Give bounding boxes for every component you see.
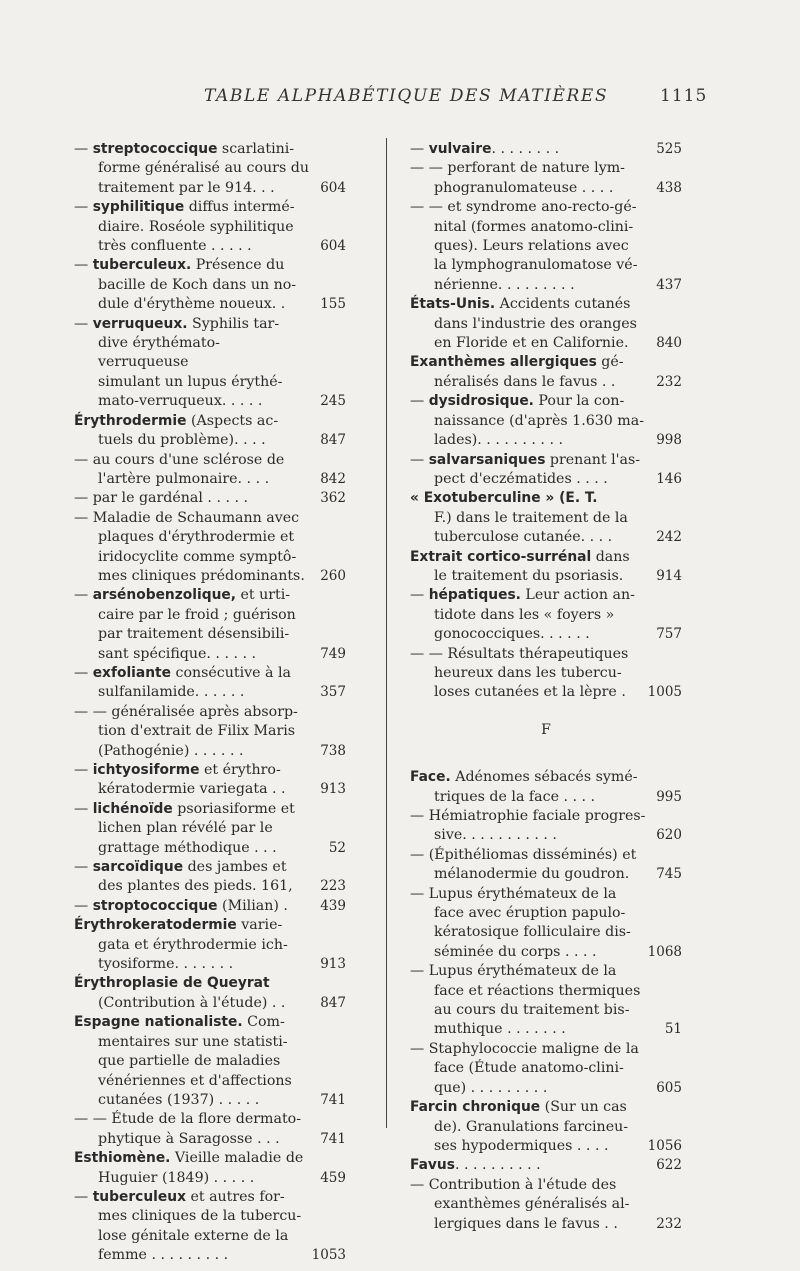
- entry-continuation-line: triques de la face . . . .: [434, 788, 596, 805]
- entry-first-line: [74, 664, 310, 683]
- index-entry: [410, 548, 682, 587]
- index-entry: [74, 1149, 346, 1188]
- entry-first-line: [410, 353, 646, 372]
- entry-term: arsénobenzolique,: [92, 587, 237, 604]
- entry-continuation-line: muthique . . . . . . .: [434, 1021, 566, 1038]
- entry-page-number: 1056: [647, 1137, 682, 1154]
- entry-prefix: —: [410, 963, 429, 980]
- entry-first-line: [74, 761, 310, 780]
- entry-page-number: 439: [320, 897, 346, 914]
- index-entry: [74, 451, 346, 490]
- entry-prefix: —: [410, 451, 429, 468]
- entry-continuation-line: femme . . . . . . . . .: [98, 1247, 229, 1264]
- index-entry: [74, 897, 346, 916]
- entry-page-number: 741: [320, 1091, 346, 1108]
- entry-continuation-line: tidote dans les « foyers »: [434, 606, 615, 623]
- entry-page-number: 913: [320, 781, 346, 798]
- entry-first-line: [74, 412, 310, 431]
- column-divider: [386, 138, 387, 1128]
- entry-continuation-line: l'artère pulmonaire. . . .: [98, 470, 270, 487]
- entry-page-number: 437: [656, 276, 682, 293]
- index-entry: [74, 509, 346, 587]
- entry-first-line: [74, 256, 310, 275]
- entry-continuation-line: kératodermie variegata . .: [98, 781, 286, 798]
- entry-page-number: 620: [656, 827, 682, 844]
- page-number: 1115: [660, 86, 708, 106]
- entry-continuation-line: tuberculose cutanée. . . .: [434, 529, 613, 546]
- entry-text: et autres for-: [185, 1188, 285, 1205]
- entry-term: salvarsaniques: [428, 451, 546, 468]
- entry-text: prenant l'as-: [545, 451, 641, 468]
- entry-text: Lupus érythémateux de la: [428, 963, 617, 980]
- entry-text: Leur action an-: [520, 587, 635, 604]
- entry-prefix: —: [74, 315, 93, 332]
- index-entry: [410, 1176, 682, 1234]
- entry-term: syphilitique: [92, 199, 185, 216]
- entry-text: par le gardénal . . . . .: [92, 490, 249, 507]
- entry-continuation-line: plaques d'érythrodermie et: [98, 529, 295, 546]
- entry-prefix: —: [410, 141, 429, 157]
- index-entry: [74, 140, 346, 198]
- entry-text: Adénomes sébacés symé-: [450, 769, 638, 786]
- entry-page-number: 995: [656, 788, 682, 805]
- index-entry: [74, 256, 346, 314]
- entry-text: et urti-: [236, 587, 291, 604]
- entry-text: . . . . . . . . . .: [454, 1157, 541, 1174]
- index-entry: [74, 916, 346, 974]
- entry-prefix: — —: [410, 199, 448, 216]
- entry-prefix: — —: [74, 1111, 112, 1128]
- entry-first-line: [74, 1013, 310, 1032]
- page-header: [0, 86, 800, 116]
- entry-prefix: —: [410, 393, 429, 410]
- entry-text: et érythro-: [199, 762, 281, 778]
- entry-continuation-line: gata et érythrodermie ich-: [98, 936, 288, 953]
- entry-term: Érythroplasie de Queyrat: [74, 975, 270, 992]
- entry-continuation-line: des plantes des pieds. 161,: [98, 878, 293, 895]
- entry-term: Extrait cortico-surrénal: [410, 548, 592, 565]
- entry-page-number: 232: [656, 373, 682, 390]
- entry-prefix: —: [410, 846, 429, 863]
- entry-continuation-line: F.) dans le traitement de la: [434, 509, 628, 526]
- entry-prefix: —: [74, 762, 93, 778]
- entry-continuation-line: dive érythémato-verruqueuse: [98, 335, 220, 371]
- entry-continuation-line: sulfanilamide. . . . . .: [98, 684, 245, 701]
- entry-prefix: —: [74, 664, 93, 681]
- entry-first-line: [410, 1098, 646, 1117]
- entry-prefix: —: [74, 897, 93, 914]
- entry-continuation-line: sive. . . . . . . . . . .: [434, 827, 557, 844]
- entry-text: Accidents cutanés: [495, 296, 631, 313]
- entry-continuation-line: que partielle de maladies: [98, 1053, 281, 1070]
- entry-continuation-line: (Contribution à l'étude) . .: [98, 994, 286, 1011]
- right-column: [410, 140, 682, 1234]
- entry-prefix: —: [410, 587, 429, 604]
- entry-continuation-line: traitement par le 914. . .: [98, 179, 275, 196]
- entry-term: hépatiques.: [428, 587, 521, 604]
- entry-first-line: [410, 198, 646, 217]
- index-entry: [74, 761, 346, 800]
- entry-text: (Aspects ac-: [186, 412, 279, 429]
- entry-continuation-line: exanthèmes généralisés al-: [434, 1196, 630, 1213]
- entry-term: Érythrokeratodermie: [74, 917, 237, 934]
- entry-continuation-line: lergiques dans le favus . .: [434, 1215, 618, 1232]
- entry-continuation-line: sant spécifique. . . . . .: [98, 645, 257, 662]
- entry-term: tuberculeux.: [92, 257, 192, 274]
- entry-term: stroptococcique: [92, 897, 218, 914]
- entry-continuation-line: face (Étude anatomo-clini-: [434, 1060, 624, 1077]
- entry-first-line: [410, 451, 646, 470]
- index-entry: [410, 353, 682, 392]
- entry-term: streptococcique: [92, 141, 218, 157]
- entry-prefix: —: [410, 808, 429, 824]
- index-entry: [74, 664, 346, 703]
- entry-continuation-line: heureux dans les tubercu-: [434, 664, 622, 681]
- entry-continuation-line: lichen plan révélé par le: [98, 820, 273, 837]
- entry-continuation-line: simulant un lupus érythé-: [98, 373, 283, 390]
- entry-continuation-line: face avec éruption papulo-: [434, 905, 626, 922]
- entry-page-number: 1068: [647, 943, 682, 960]
- section-letter-heading: F: [541, 721, 551, 738]
- entry-continuation-line: ques). Leurs relations avec: [434, 238, 629, 255]
- index-entry: [74, 412, 346, 451]
- entry-prefix: —: [410, 1176, 429, 1193]
- entry-first-line: [410, 885, 646, 904]
- entry-page-number: 741: [320, 1130, 346, 1147]
- index-entry: [74, 1188, 346, 1266]
- entry-page-number: 622: [656, 1157, 682, 1174]
- entry-first-line: [74, 1149, 310, 1168]
- index-entry: [410, 962, 682, 1040]
- index-entry: [410, 1098, 682, 1156]
- entry-first-line: [74, 858, 310, 877]
- entry-continuation-line: séminée du corps . . . .: [434, 943, 597, 960]
- entry-text: Syphilis tar-: [187, 315, 280, 332]
- entry-first-line: [74, 1110, 310, 1129]
- entry-page-number: 1053: [311, 1247, 346, 1264]
- entry-first-line: [410, 645, 646, 664]
- entry-page-number: 604: [320, 179, 346, 196]
- entry-page-number: 1005: [647, 684, 682, 701]
- index-entry: [410, 768, 682, 807]
- entry-term: exfoliante: [92, 664, 171, 681]
- entry-text: diffus intermé-: [184, 199, 295, 216]
- entry-continuation-line: dule d'érythème noueux. .: [98, 296, 286, 313]
- entry-prefix: — —: [410, 160, 448, 177]
- index-entry: [74, 1110, 346, 1149]
- entry-continuation-line: très confluente . . . . .: [98, 238, 252, 255]
- index-entry: [410, 1156, 682, 1175]
- entry-continuation-line: nérienne. . . . . . . . .: [434, 276, 575, 293]
- entry-page-number: 840: [656, 335, 682, 352]
- entry-prefix: —: [74, 451, 93, 468]
- index-entry: [410, 159, 682, 198]
- index-entry: [410, 586, 682, 644]
- entry-continuation-line: au cours du traitement bis-: [434, 1002, 630, 1019]
- entry-page-number: 245: [320, 393, 346, 410]
- entry-first-line: [74, 974, 310, 993]
- entry-text: perforant de nature lym-: [447, 160, 625, 177]
- entry-page-number: 738: [320, 742, 346, 759]
- index-entry: [74, 198, 346, 256]
- entry-page-number: 146: [656, 470, 682, 487]
- entry-first-line: [410, 846, 646, 865]
- entry-term: verruqueux.: [92, 315, 188, 332]
- entry-page-number: 51: [664, 1021, 682, 1038]
- entry-page-number: 362: [320, 490, 346, 507]
- entry-first-line: [410, 548, 646, 567]
- entry-continuation-line: tuels du problème). . . .: [98, 432, 266, 449]
- entry-first-line: [410, 489, 646, 508]
- entry-continuation-line: iridocyclite comme symptô-: [98, 548, 297, 565]
- index-entry: [74, 974, 346, 1013]
- entry-first-line: [410, 586, 646, 605]
- entry-continuation-line: Huguier (1849) . . . . .: [98, 1169, 255, 1186]
- entry-first-line: [410, 295, 646, 314]
- entry-term: Esthiomène.: [74, 1150, 171, 1167]
- entry-first-line: [74, 140, 310, 159]
- entry-term: États-Unis.: [410, 296, 496, 313]
- entry-continuation-line: que) . . . . . . . . .: [434, 1079, 548, 1096]
- entry-first-line: [74, 489, 310, 508]
- entry-text: Com-: [242, 1014, 285, 1031]
- entry-first-line: [410, 159, 646, 178]
- entry-continuation-line: naissance (d'après 1.630 ma-: [434, 412, 644, 429]
- entry-text: des jambes et: [183, 859, 287, 876]
- entry-text: Vieille maladie de: [170, 1150, 304, 1167]
- entry-term: Face.: [410, 769, 451, 786]
- entry-term: Érythrodermie: [74, 412, 187, 429]
- entry-prefix: —: [74, 587, 93, 604]
- entry-first-line: [410, 1176, 646, 1195]
- entry-text: varie-: [236, 917, 283, 934]
- index-entry: [410, 392, 682, 450]
- entry-page-number: 745: [656, 866, 682, 883]
- entry-text: et syndrome ano-recto-gé-: [447, 199, 637, 216]
- entry-term: tuberculeux: [92, 1188, 186, 1205]
- entry-continuation-line: ses hypodermiques . . . .: [434, 1137, 609, 1154]
- entry-text: (Sur un cas: [540, 1099, 627, 1116]
- entry-page-number: 459: [320, 1169, 346, 1186]
- index-entry: [410, 295, 682, 353]
- entry-continuation-line: loses cutanées et la lèpre .: [434, 684, 626, 701]
- entry-continuation-line: la lymphogranulomatose vé-: [434, 257, 638, 274]
- entry-first-line: [74, 703, 310, 722]
- entry-continuation-line: néralisés dans le favus . .: [434, 373, 616, 390]
- entry-page-number: 842: [320, 470, 346, 487]
- entry-page-number: 847: [320, 432, 346, 449]
- entry-continuation-line: phytique à Saragosse . . .: [98, 1130, 280, 1147]
- right-column-entries-f: [410, 768, 682, 1234]
- entry-first-line: [410, 392, 646, 411]
- index-entry: [410, 807, 682, 846]
- index-entry: [74, 858, 346, 897]
- entry-first-line: [74, 315, 310, 334]
- entry-text: Lupus érythémateux de la: [428, 885, 617, 902]
- entry-continuation-line: tion d'extrait de Filix Maris: [98, 723, 296, 740]
- entry-continuation-line: en Floride et en Californie.: [434, 335, 629, 352]
- entry-first-line: [410, 140, 646, 159]
- entry-first-line: [410, 1040, 646, 1059]
- entry-prefix: —: [74, 141, 93, 157]
- index-entry: [410, 645, 682, 703]
- entry-page-number: 757: [656, 626, 682, 643]
- entry-text: Staphylococcie maligne de la: [428, 1040, 639, 1057]
- entry-page-number: 525: [656, 141, 682, 157]
- index-entry: [74, 586, 346, 664]
- entry-text: . . . . . . . .: [491, 141, 560, 157]
- index-entry: [410, 885, 682, 963]
- entry-text: Hémiatrophie faciale progres-: [428, 808, 646, 824]
- entry-page-number: 914: [656, 567, 682, 584]
- entry-page-number: 357: [320, 684, 346, 701]
- entry-continuation-line: nital (formes anatomo-clini-: [434, 218, 634, 235]
- index-entry: [74, 1013, 346, 1110]
- entry-continuation-line: gonococciques. . . . . .: [434, 626, 590, 643]
- entry-continuation-line: vénériennes et d'affections: [98, 1072, 292, 1089]
- entry-first-line: [74, 509, 310, 528]
- entry-text: (Épithéliomas disséminés) et: [428, 846, 637, 863]
- entry-prefix: —: [74, 509, 93, 526]
- entry-term: vulvaire: [428, 141, 492, 157]
- entry-continuation-line: mélanodermie du goudron.: [434, 866, 630, 883]
- entry-term: Espagne nationaliste.: [74, 1014, 243, 1031]
- entry-text: dans: [591, 548, 630, 565]
- entry-text: au cours d'une sclérose de: [92, 451, 285, 468]
- entry-continuation-line: grattage méthodique . . .: [98, 839, 277, 856]
- entry-term: Favus: [410, 1157, 455, 1174]
- index-entry: [74, 489, 346, 508]
- entry-continuation-line: de). Granulations farcineu-: [434, 1118, 629, 1135]
- entry-text: psoriasiforme et: [172, 800, 295, 817]
- index-entry: [410, 451, 682, 490]
- entry-text: Pour la con-: [533, 393, 625, 410]
- entry-text: consécutive à la: [170, 664, 292, 681]
- entry-prefix: —: [410, 885, 429, 902]
- index-entry: [410, 1040, 682, 1098]
- right-column-entries-e: [410, 140, 682, 703]
- entry-continuation-line: mentaires sur une statisti-: [98, 1033, 288, 1050]
- entry-first-line: [74, 586, 310, 605]
- entry-text: Présence du: [191, 257, 285, 274]
- entry-page-number: 232: [656, 1215, 682, 1232]
- entry-prefix: —: [74, 199, 93, 216]
- left-column: [74, 140, 346, 1266]
- entry-continuation-line: lades). . . . . . . . . .: [434, 432, 563, 449]
- entry-continuation-line: lose génitale externe de la: [98, 1227, 289, 1244]
- entry-page-number: 913: [320, 956, 346, 973]
- entry-continuation-line: par traitement désensibili-: [98, 626, 290, 643]
- index-entry: [410, 198, 682, 295]
- entry-continuation-line: tyosiforme. . . . . . .: [98, 956, 234, 973]
- entry-prefix: —: [410, 1040, 429, 1057]
- entry-text: scarlatini-: [217, 141, 295, 157]
- entry-continuation-line: phogranulomateuse . . . .: [434, 179, 614, 196]
- entry-first-line: [74, 198, 310, 217]
- entry-first-line: [74, 800, 310, 819]
- entry-term: « Exotuberculine » (E. T.: [410, 490, 598, 507]
- entry-continuation-line: mes cliniques prédominants.: [98, 567, 305, 584]
- index-entry: [410, 846, 682, 885]
- entry-prefix: — —: [74, 703, 112, 720]
- entry-page-number: 998: [656, 432, 682, 449]
- entry-page-number: 438: [656, 179, 682, 196]
- entry-term: Exanthèmes allergiques: [410, 354, 597, 371]
- entry-first-line: [410, 768, 646, 787]
- index-entry: [410, 489, 682, 547]
- entry-page-number: 604: [320, 238, 346, 255]
- entry-first-line: [74, 916, 310, 935]
- entry-continuation-line: mes cliniques de la tubercu-: [98, 1208, 302, 1225]
- entry-first-line: [410, 1156, 646, 1175]
- entry-text: gé-: [596, 354, 624, 371]
- running-title: TABLE ALPHABÉTIQUE DES MATIÈRES: [204, 86, 609, 106]
- entry-prefix: —: [74, 490, 93, 507]
- entry-prefix: —: [74, 257, 93, 274]
- entry-first-line: [410, 807, 646, 826]
- entry-page-number: 242: [656, 529, 682, 546]
- index-entry: [74, 800, 346, 858]
- entry-page-number: 52: [328, 839, 346, 856]
- entry-text: Résultats thérapeutiques: [447, 645, 629, 662]
- entry-term: dysidrosique.: [428, 393, 534, 410]
- entry-continuation-line: (Pathogénie) . . . . . .: [98, 742, 244, 759]
- entry-continuation-line: pect d'eczématides . . . .: [434, 470, 608, 487]
- entry-continuation-line: diaire. Roséole syphilitique: [98, 218, 294, 235]
- entry-first-line: [74, 451, 310, 470]
- entry-text: Maladie de Schaumann avec: [92, 509, 300, 526]
- entry-continuation-line: forme généralisé au cours du: [98, 160, 309, 177]
- entry-term: lichénoïde: [92, 800, 173, 817]
- entry-continuation-line: bacille de Koch dans un no-: [98, 276, 297, 293]
- entry-continuation-line: face et réactions thermiques: [434, 982, 641, 999]
- entry-continuation-line: le traitement du psoriasis.: [434, 567, 624, 584]
- entry-continuation-line: kératosique folliculaire dis-: [434, 924, 631, 941]
- entry-first-line: [410, 962, 646, 981]
- entry-term: ichtyosiforme: [92, 762, 200, 778]
- entry-continuation-line: caire par le froid ; guérison: [98, 606, 296, 623]
- entry-text: Contribution à l'étude des: [428, 1176, 617, 1193]
- entry-first-line: [74, 897, 310, 916]
- entry-continuation-line: mato-verruqueux. . . . .: [98, 393, 263, 410]
- entry-prefix: —: [74, 859, 93, 876]
- index-entry: [410, 140, 682, 159]
- entry-prefix: — —: [410, 645, 448, 662]
- index-entry: [74, 315, 346, 412]
- entry-term: Farcin chronique: [410, 1099, 541, 1116]
- entry-prefix: —: [74, 1188, 93, 1205]
- entry-page-number: 260: [320, 567, 346, 584]
- entry-page-number: 223: [320, 878, 346, 895]
- entry-page-number: 749: [320, 645, 346, 662]
- entry-text: Étude de la flore dermato-: [111, 1111, 301, 1128]
- entry-term: sarcoïdique: [92, 859, 184, 876]
- entry-page-number: 605: [656, 1079, 682, 1096]
- entry-first-line: [74, 1188, 310, 1207]
- entry-text: généralisée après absorp-: [111, 703, 298, 720]
- entry-text: (Milian) .: [217, 897, 288, 914]
- entry-continuation-line: cutanées (1937) . . . . .: [98, 1091, 260, 1108]
- index-entry: [74, 703, 346, 761]
- entry-prefix: —: [74, 800, 93, 817]
- entry-continuation-line: dans l'industrie des oranges: [434, 315, 637, 332]
- entry-page-number: 155: [320, 296, 346, 313]
- entry-page-number: 847: [320, 994, 346, 1011]
